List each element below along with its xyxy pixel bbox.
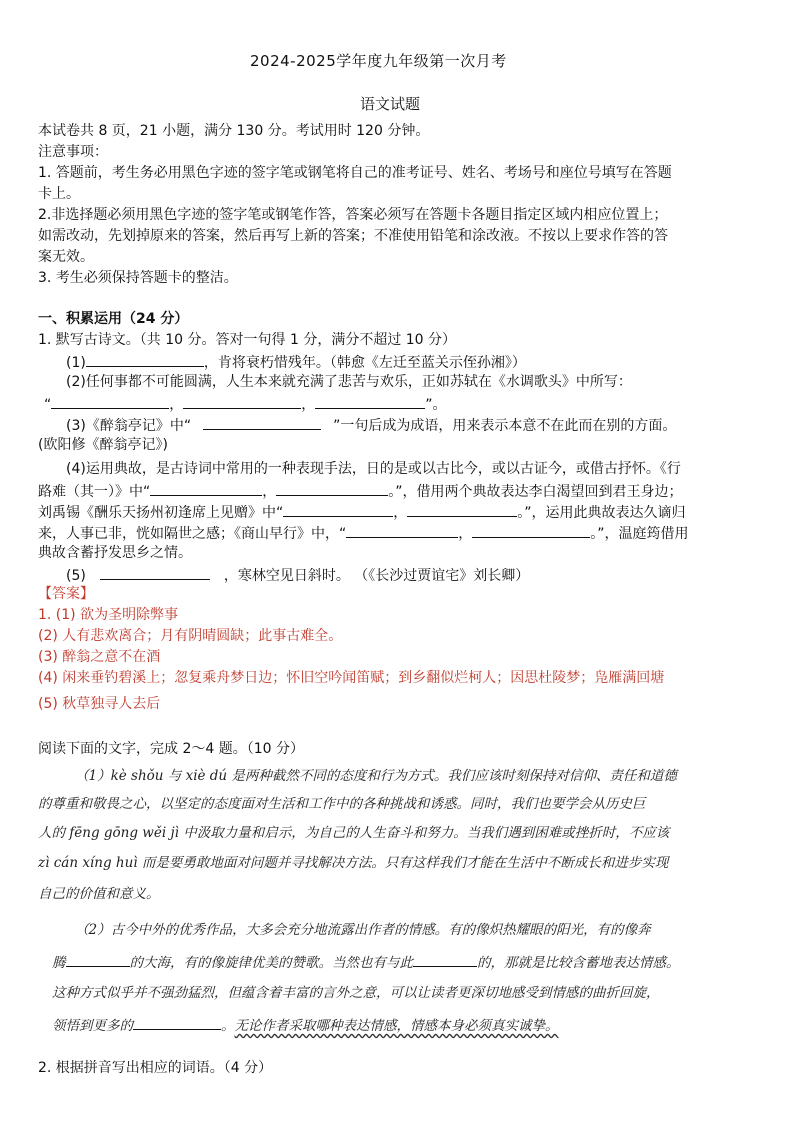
sub-question-4-line3: 刘禹锡《酬乐天扬州初逢席上见赠》中“ ， 。”，运用此典故表达久谪归 (38, 501, 686, 524)
notice-2b: 如需改动，先划掉原来的答案，然后再写上新的答案；不准使用铅笔和涂改液。不按以上要求作答的答 (38, 228, 668, 244)
sub-question-1: (1) ，肯将衰朽惜残年。（韩愈《左迁至蓝关示侄孙湘》） (66, 351, 526, 374)
notice-label: 注意事项： (38, 144, 108, 160)
answer-3: (3) 醉翁之意不在酒 (38, 649, 161, 665)
answer-blank[interactable] (100, 564, 210, 580)
passage1-line1: （1）kè shǒu 与 xiè dú 是两种截然不同的态度和行为方式。我们应该时刻保持对信仰、责任和道德 (75, 768, 677, 784)
answer-2: (2) 人有悲欢离合；月有阴晴圆缺；此事古难全。 (38, 628, 343, 644)
answer-blank[interactable] (283, 501, 393, 517)
answer-blank[interactable] (407, 501, 517, 517)
passage1-line4: zì cán xíng huì 而是要勇敢地面对问题并寻找解决方法。只有这样我们才能在生活中不断成长和进步实现 (38, 855, 669, 871)
sub-question-4-line5: 典故含蓄抒发思乡之情。 (38, 545, 192, 561)
passage2-line3: 这种方式似乎并不强劲猛烈，但蕴含着丰富的言外之意，可以让读者更深切地感受到情感的曲折回旋， (52, 985, 660, 1001)
intro-line: 本试卷共 8 页，21 小题，满分 130 分。考试用时 120 分钟。 (38, 123, 430, 139)
answer-4: (4) 闲来垂钓碧溪上；忽复乘舟梦日边；怀旧空吟闻笛赋；到乡翻似烂柯人；因思杜陵梦；凫雁满回塘 (38, 670, 665, 686)
notice-2c: 案无效。 (38, 249, 94, 265)
exam-subtitle: 语文试题 (360, 95, 421, 113)
answer-blank[interactable] (203, 414, 321, 430)
answer-blank[interactable] (51, 393, 169, 409)
sub-question-3: (3)《醉翁亭记》中“ ”一句后成为成语，用来表示本意不在此而在别的方面。 (66, 414, 676, 437)
sub-question-4-line1: (4)运用典故，是古诗词中常用的一种表现手法，日的是或以古比今，或以古证今，或借古抒怀。《行 (66, 461, 681, 477)
answer-1: 1. (1) 欲为圣明除弊事 (38, 607, 179, 623)
answer-blank[interactable] (276, 480, 388, 496)
answer-label: 【答案】 (38, 586, 94, 602)
notice-1b: 卡上。 (38, 186, 80, 202)
answer-blank[interactable] (315, 393, 425, 409)
section-heading: 一、积累运用（24 分） (38, 311, 189, 327)
sub-question-2: (2)任何事都不可能圆满，人生本来就充满了悲苦与欢乐，正如苏轼在《水调歌头》中所写： (66, 374, 632, 390)
wavy-underlined-sentence: 无论作者采取哪种表达情感，情感本身必须真实诚挚。 (234, 1018, 559, 1034)
answer-5: (5) 秋草独寻人去后 (38, 696, 161, 712)
answer-blank[interactable] (133, 1014, 221, 1030)
answer-blank[interactable] (66, 951, 130, 967)
notice-2a: 2.非选择题必须用黑色字迹的签字笔或钢笔作答，答案必须写在答题卡各题目指定区域内相应位置上； (38, 207, 668, 223)
passage2-line1: （2）古今中外的优秀作品，大多会充分地流露出作者的情感。有的像炽热耀眼的阳光，有的像奔 (75, 922, 651, 938)
answer-blank[interactable] (183, 393, 301, 409)
reading-intro: 阅读下面的文字，完成 2～4 题。（10 分） (38, 741, 304, 757)
answer-blank[interactable] (150, 480, 262, 496)
answer-blank[interactable] (346, 522, 458, 538)
passage1-line3: 人的 fēng gōng wěi jì 中汲取力量和启示，为自己的人生奋斗和努力。当我们遇到困难或挫折时，不应该 (38, 825, 670, 841)
exam-title: 2024-2025学年度九年级第一次月考 (250, 52, 507, 70)
passage1-line5: 自己的价值和意义。 (38, 886, 160, 902)
answer-blank[interactable] (472, 522, 590, 538)
sub-question-4-line4: 来，人事已非，恍如隔世之感；《商山早行》中，“ ， 。”，温庭筠借用 (38, 522, 689, 545)
sub-question-2-blanks: “ ， ， ”。 (44, 393, 447, 416)
question-2: 2. 根据拼音写出相应的词语。（4 分） (38, 1060, 273, 1076)
answer-blank[interactable] (413, 951, 477, 967)
passage2-line2: 腾 的大海，有的像旋律优美的赞歌。当然也有与此 的，那就是比较含蓄地表达情感。 (52, 951, 680, 973)
passage2-line4: 领悟到更多的 。无论作者采取哪种表达情感，情感本身必须真实诚挚。 (52, 1014, 559, 1036)
answer-blank[interactable] (86, 351, 204, 367)
notice-3: 3. 考生必须保持答题卡的整洁。 (38, 270, 238, 286)
question-1: 1. 默写古诗文。（共 10 分。答对一句得 1 分，满分不超过 10 分） (38, 332, 457, 348)
sub-question-3-source: (欧阳修《醉翁亭记》) (38, 437, 168, 453)
passage1-line2: 的尊重和敬畏之心，以坚定的态度面对生活和工作中的各种挑战和诱惑。同时，我们也要学会从历史巨 (38, 796, 646, 812)
notice-1a: 1. 答题前，考生务必用黑色字迹的签字笔或钢笔将自己的准考证号、姓名、考场号和座位号填写在答题 (38, 165, 672, 181)
sub-question-5: (5) ，寒林空见日斜时。 （《长沙过贾谊宅》刘长卿） (66, 564, 529, 587)
sub-question-4-line2: 路难（其一）》中“ ， 。”，借用两个典故表达李白渴望回到君王身边； (38, 480, 683, 503)
